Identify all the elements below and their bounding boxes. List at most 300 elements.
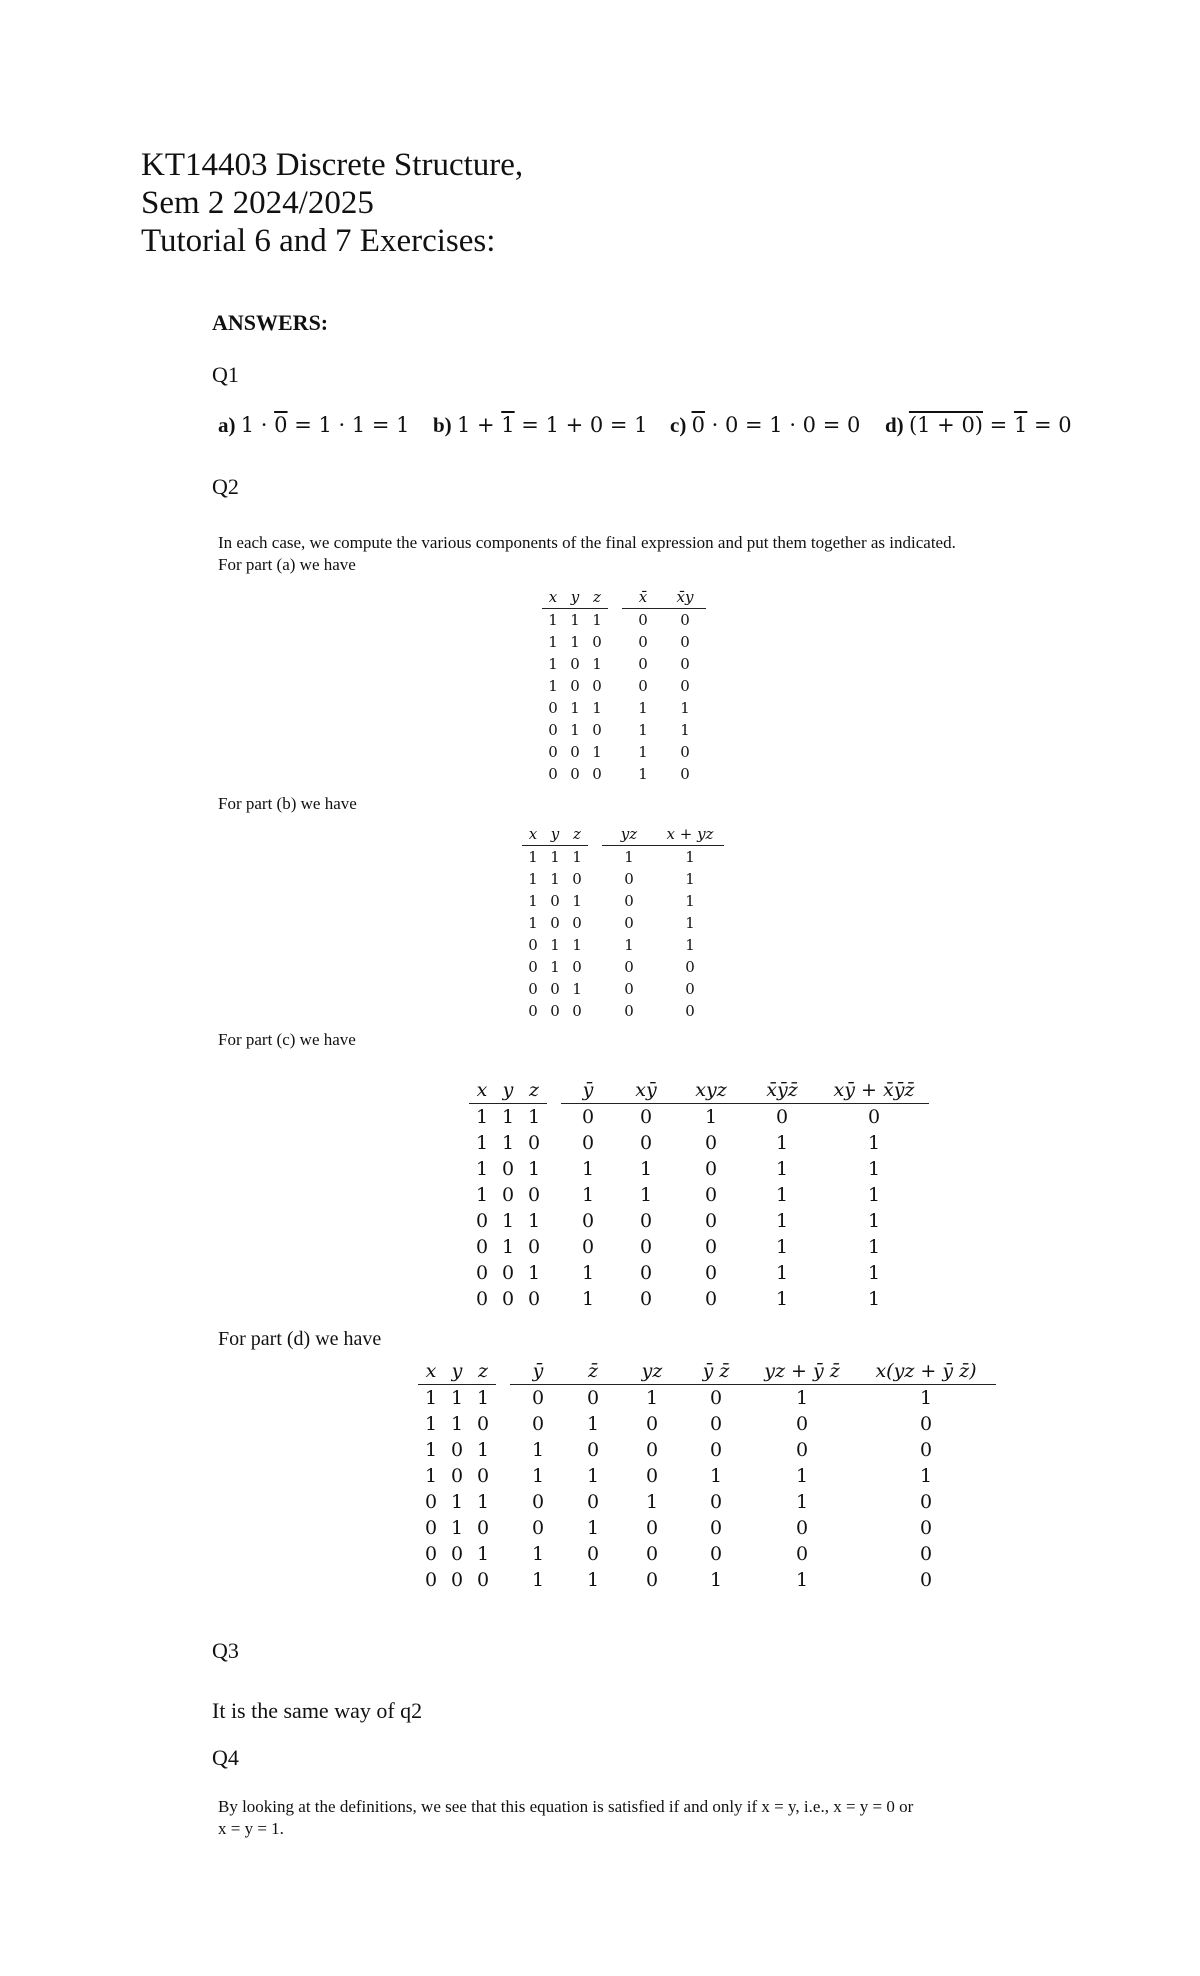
answers-heading: ANSWERS: xyxy=(212,310,329,335)
table-cell: 1 xyxy=(638,765,648,783)
q2-part-b-heading: For part (b) we have xyxy=(218,794,357,813)
table-row xyxy=(469,1104,929,1131)
table-cell: 1 xyxy=(867,1210,881,1232)
table-cell: 0 xyxy=(592,765,602,783)
table-d-header-8: x(yz + ȳ z̄) xyxy=(856,1358,996,1385)
table-cell: 0 xyxy=(624,892,634,910)
table-cell: 1 xyxy=(685,892,695,910)
table-cell: 1 xyxy=(475,1158,489,1180)
table-cell: 0 xyxy=(704,1262,718,1284)
table-cell: 0 xyxy=(704,1158,718,1180)
table-row xyxy=(469,1234,929,1260)
table-cell: 1 xyxy=(638,699,648,717)
table-cell: 0 xyxy=(531,1517,545,1539)
table-cell: 0 xyxy=(680,677,690,695)
table-cell: 1 xyxy=(531,1439,545,1461)
table-cell: 1 xyxy=(475,1184,489,1206)
table-cell: 1 xyxy=(450,1491,464,1513)
table-cell: 1 xyxy=(709,1569,723,1591)
table-cell: 0 xyxy=(639,1288,653,1310)
table-row xyxy=(418,1385,996,1412)
table-cell: 1 xyxy=(531,1569,545,1591)
table-cell: 0 xyxy=(475,1262,489,1284)
table-cell: 1 xyxy=(795,1387,809,1409)
table-cell: 0 xyxy=(550,980,560,998)
table-cell: 0 xyxy=(450,1465,464,1487)
table-cell: 0 xyxy=(592,721,602,739)
table-row xyxy=(469,1260,929,1286)
table-c-header-2: z xyxy=(521,1077,547,1104)
table-cell: 0 xyxy=(476,1517,490,1539)
table-cell: 1 xyxy=(476,1491,490,1513)
table-row xyxy=(418,1515,996,1541)
table-row xyxy=(418,1463,996,1489)
table-cell: 0 xyxy=(586,1439,600,1461)
table-row xyxy=(469,1286,929,1312)
table-row xyxy=(542,631,706,653)
table-cell: 1 xyxy=(550,958,560,976)
q1-part-c: c) 0 · 0 = 1 · 0 = 0 xyxy=(670,413,861,437)
table-d-header-3: ȳ xyxy=(510,1358,566,1385)
table-cell: 0 xyxy=(645,1569,659,1591)
table-cell: 1 xyxy=(795,1569,809,1591)
table-cell: 0 xyxy=(639,1210,653,1232)
table-c-header-6: x̄ȳz̄ xyxy=(745,1077,819,1104)
table-b-header-0: x xyxy=(522,823,544,846)
table-cell: 0 xyxy=(645,1413,659,1435)
table-cell: 1 xyxy=(581,1262,595,1284)
table-cell: 1 xyxy=(531,1465,545,1487)
table-cell: 0 xyxy=(528,958,538,976)
table-cell: 0 xyxy=(704,1236,718,1258)
table-cell: 0 xyxy=(475,1288,489,1310)
table-cell: 0 xyxy=(501,1184,515,1206)
table-cell: 1 xyxy=(550,936,560,954)
table-cell: 0 xyxy=(450,1439,464,1461)
table-cell: 1 xyxy=(592,699,602,717)
table-cell: 1 xyxy=(775,1236,789,1258)
table-cell: 0 xyxy=(624,914,634,932)
table-cell: 0 xyxy=(624,1002,634,1020)
table-cell: 0 xyxy=(570,677,580,695)
table-cell: 0 xyxy=(527,1236,541,1258)
table-cell: 0 xyxy=(685,980,695,998)
table-cell: 1 xyxy=(775,1158,789,1180)
table-row xyxy=(522,956,724,978)
table-cell: 1 xyxy=(501,1106,515,1128)
table-cell: 1 xyxy=(586,1517,600,1539)
table-cell: 1 xyxy=(550,848,560,866)
truth-table-b xyxy=(522,823,724,1022)
table-row xyxy=(542,741,706,763)
table-cell: 1 xyxy=(795,1491,809,1513)
table-cell: 0 xyxy=(475,1236,489,1258)
table-cell: 0 xyxy=(572,1002,582,1020)
table-cell: 0 xyxy=(680,633,690,651)
table-cell: 1 xyxy=(501,1236,515,1258)
table-cell: 1 xyxy=(570,721,580,739)
table-cell: 1 xyxy=(550,870,560,888)
table-cell: 0 xyxy=(624,980,634,998)
q2-part-c-heading: For part (c) we have xyxy=(218,1030,356,1049)
table-cell: 0 xyxy=(550,1002,560,1020)
table-cell: 0 xyxy=(476,1413,490,1435)
table-row xyxy=(469,1130,929,1156)
table-cell: 1 xyxy=(680,721,690,739)
table-cell: 0 xyxy=(709,1439,723,1461)
table-cell: 0 xyxy=(475,1210,489,1232)
document-title-line2: Sem 2 2024/2025 xyxy=(141,185,374,221)
table-cell: 0 xyxy=(550,914,560,932)
table-cell: 1 xyxy=(639,1158,653,1180)
table-cell: 0 xyxy=(501,1262,515,1284)
table-cell: 0 xyxy=(795,1413,809,1435)
table-cell: 1 xyxy=(624,848,634,866)
table-cell: 0 xyxy=(704,1210,718,1232)
table-cell: 0 xyxy=(528,1002,538,1020)
table-cell: 1 xyxy=(548,677,558,695)
table-cell: 1 xyxy=(424,1387,438,1409)
table-cell: 1 xyxy=(475,1132,489,1154)
table-row xyxy=(522,934,724,956)
table-cell: 1 xyxy=(586,1569,600,1591)
table-a-header-1: y xyxy=(564,586,586,609)
table-row xyxy=(522,846,724,869)
table-row xyxy=(542,653,706,675)
table-cell: 0 xyxy=(709,1517,723,1539)
table-cell: 1 xyxy=(919,1387,933,1409)
table-cell: 0 xyxy=(548,765,558,783)
table-cell: 1 xyxy=(450,1517,464,1539)
table-cell: 1 xyxy=(919,1465,933,1487)
table-cell: 1 xyxy=(775,1132,789,1154)
table-cell: 0 xyxy=(704,1184,718,1206)
table-row xyxy=(469,1182,929,1208)
q2-part-a-heading: For part (a) we have xyxy=(218,555,356,574)
table-cell: 1 xyxy=(709,1465,723,1487)
q4-answer xyxy=(218,1796,1078,1840)
table-a-header-4: x̄y xyxy=(664,586,706,609)
table-cell: 0 xyxy=(638,677,648,695)
table-cell: 1 xyxy=(867,1132,881,1154)
table-cell: 0 xyxy=(638,633,648,651)
table-cell: 0 xyxy=(586,1491,600,1513)
q1-part-d: d) (1 + 0) = 1 = 0 xyxy=(885,413,1072,437)
table-cell: 1 xyxy=(527,1210,541,1232)
table-cell: 0 xyxy=(586,1543,600,1565)
table-cell: 0 xyxy=(527,1184,541,1206)
q3-label: Q3 xyxy=(212,1638,239,1663)
table-cell: 0 xyxy=(685,1002,695,1020)
table-cell: 1 xyxy=(624,936,634,954)
table-cell: 1 xyxy=(527,1106,541,1128)
table-cell: 1 xyxy=(528,892,538,910)
table-row xyxy=(522,868,724,890)
table-cell: 1 xyxy=(645,1491,659,1513)
table-cell: 0 xyxy=(685,958,695,976)
table-b-header-1: y xyxy=(544,823,566,846)
table-cell: 1 xyxy=(476,1439,490,1461)
table-d-header-1: y xyxy=(444,1358,470,1385)
table-cell: 1 xyxy=(527,1262,541,1284)
truth-table-a xyxy=(542,586,706,785)
table-cell: 0 xyxy=(795,1439,809,1461)
table-cell: 1 xyxy=(528,914,538,932)
table-cell: 0 xyxy=(919,1491,933,1513)
q4-answer-line2: x = y = 1. xyxy=(218,1819,284,1838)
table-cell: 0 xyxy=(528,936,538,954)
table-row xyxy=(522,912,724,934)
table-cell: 0 xyxy=(919,1517,933,1539)
table-cell: 1 xyxy=(867,1236,881,1258)
table-cell: 1 xyxy=(501,1210,515,1232)
table-cell: 0 xyxy=(476,1465,490,1487)
table-cell: 1 xyxy=(548,611,558,629)
table-row xyxy=(469,1208,929,1234)
table-cell: 0 xyxy=(867,1106,881,1128)
table-cell: 1 xyxy=(795,1465,809,1487)
table-cell: 0 xyxy=(919,1439,933,1461)
table-cell: 0 xyxy=(919,1569,933,1591)
q1-label: Q1 xyxy=(212,362,239,387)
table-cell: 0 xyxy=(586,1387,600,1409)
table-cell: 1 xyxy=(570,611,580,629)
q3-answer: It is the same way of q2 xyxy=(212,1698,423,1723)
table-cell: 0 xyxy=(528,980,538,998)
table-cell: 1 xyxy=(531,1543,545,1565)
table-cell: 1 xyxy=(867,1288,881,1310)
table-cell: 1 xyxy=(475,1106,489,1128)
table-cell: 0 xyxy=(795,1517,809,1539)
table-cell: 1 xyxy=(638,721,648,739)
table-cell: 1 xyxy=(528,870,538,888)
q2-label: Q2 xyxy=(212,474,239,499)
table-cell: 1 xyxy=(476,1387,490,1409)
table-d-header-7: yz + ȳ z̄ xyxy=(748,1358,856,1385)
table-row xyxy=(542,719,706,741)
table-cell: 0 xyxy=(919,1543,933,1565)
table-cell: 1 xyxy=(570,633,580,651)
table-cell: 1 xyxy=(639,1184,653,1206)
table-cell: 1 xyxy=(581,1184,595,1206)
q1-part-b: b) 1 + 1 = 1 + 0 = 1 xyxy=(433,413,648,437)
table-cell: 1 xyxy=(581,1288,595,1310)
table-cell: 1 xyxy=(592,743,602,761)
table-cell: 0 xyxy=(450,1543,464,1565)
table-cell: 1 xyxy=(704,1106,718,1128)
table-d-header-4: z̄ xyxy=(566,1358,620,1385)
table-a-header-3: x̄ xyxy=(622,586,664,609)
table-row xyxy=(522,890,724,912)
table-cell: 1 xyxy=(685,936,695,954)
table-cell: 0 xyxy=(775,1106,789,1128)
table-cell: 0 xyxy=(919,1413,933,1435)
document-title-line3: Tutorial 6 and 7 Exercises: xyxy=(141,223,496,259)
table-cell: 0 xyxy=(581,1106,595,1128)
table-cell: 1 xyxy=(685,914,695,932)
table-cell: 0 xyxy=(424,1569,438,1591)
table-cell: 0 xyxy=(581,1236,595,1258)
table-cell: 1 xyxy=(775,1262,789,1284)
table-cell: 0 xyxy=(548,721,558,739)
table-cell: 0 xyxy=(645,1439,659,1461)
table-cell: 0 xyxy=(709,1491,723,1513)
table-cell: 0 xyxy=(704,1132,718,1154)
table-cell: 0 xyxy=(680,765,690,783)
table-row xyxy=(522,1000,724,1022)
table-row xyxy=(522,978,724,1000)
table-cell: 0 xyxy=(639,1236,653,1258)
table-cell: 1 xyxy=(867,1262,881,1284)
table-cell: 1 xyxy=(548,655,558,673)
table-cell: 0 xyxy=(680,743,690,761)
q1-part-a: a) 1 · 0 = 1 · 1 = 1 xyxy=(218,413,410,437)
table-cell: 1 xyxy=(476,1543,490,1565)
table-cell: 0 xyxy=(624,958,634,976)
table-cell: 1 xyxy=(450,1413,464,1435)
truth-table-c xyxy=(469,1077,929,1312)
table-cell: 1 xyxy=(424,1465,438,1487)
table-cell: 1 xyxy=(572,848,582,866)
table-cell: 1 xyxy=(592,611,602,629)
table-cell: 1 xyxy=(572,980,582,998)
table-cell: 0 xyxy=(592,633,602,651)
table-cell: 0 xyxy=(527,1288,541,1310)
table-b-header-4: x + yz xyxy=(656,823,724,846)
table-row xyxy=(542,763,706,785)
q2-intro xyxy=(218,532,1078,576)
table-cell: 0 xyxy=(709,1387,723,1409)
table-cell: 0 xyxy=(709,1413,723,1435)
table-cell: 1 xyxy=(680,699,690,717)
table-row xyxy=(418,1411,996,1437)
table-cell: 1 xyxy=(638,743,648,761)
truth-table-d xyxy=(418,1358,996,1593)
table-cell: 0 xyxy=(639,1132,653,1154)
table-cell: 0 xyxy=(450,1569,464,1591)
table-c-header-0: x xyxy=(469,1077,495,1104)
table-cell: 0 xyxy=(581,1132,595,1154)
table-cell: 0 xyxy=(548,743,558,761)
table-cell: 0 xyxy=(570,765,580,783)
q4-label: Q4 xyxy=(212,1745,239,1770)
table-cell: 1 xyxy=(572,936,582,954)
table-cell: 0 xyxy=(531,1491,545,1513)
table-cell: 0 xyxy=(572,870,582,888)
table-c-header-5: xyz xyxy=(677,1077,745,1104)
table-d-header-6: ȳ z̄ xyxy=(684,1358,748,1385)
table-cell: 1 xyxy=(586,1413,600,1435)
table-row xyxy=(542,697,706,719)
table-c-header-3: ȳ xyxy=(561,1077,615,1104)
table-cell: 1 xyxy=(501,1132,515,1154)
table-cell: 0 xyxy=(572,958,582,976)
table-cell: 0 xyxy=(680,611,690,629)
table-cell: 0 xyxy=(709,1543,723,1565)
q2-part-d-heading: For part (d) we have xyxy=(218,1328,382,1350)
table-cell: 1 xyxy=(586,1465,600,1487)
table-a-header-0: x xyxy=(542,586,564,609)
table-row xyxy=(542,675,706,697)
table-d-header-2: z xyxy=(470,1358,496,1385)
document-title-line1: KT14403 Discrete Structure, xyxy=(141,147,524,183)
table-cell: 1 xyxy=(548,633,558,651)
table-cell: 0 xyxy=(645,1517,659,1539)
q4-answer-line1: By looking at the definitions, we see that this equation is satisfied if and only if x = y, i.e., x = y = 0 or xyxy=(218,1797,914,1816)
table-cell: 1 xyxy=(867,1184,881,1206)
table-row xyxy=(418,1567,996,1593)
table-row xyxy=(469,1156,929,1182)
table-b-header-2: z xyxy=(566,823,588,846)
table-row xyxy=(418,1489,996,1515)
table-cell: 0 xyxy=(639,1262,653,1284)
table-cell: 0 xyxy=(639,1106,653,1128)
table-cell: 0 xyxy=(638,655,648,673)
table-row xyxy=(418,1437,996,1463)
table-c-header-4: xȳ xyxy=(615,1077,677,1104)
table-cell: 0 xyxy=(592,677,602,695)
table-cell: 0 xyxy=(581,1210,595,1232)
table-cell: 1 xyxy=(527,1158,541,1180)
table-cell: 0 xyxy=(531,1413,545,1435)
table-cell: 0 xyxy=(795,1543,809,1565)
table-cell: 0 xyxy=(531,1387,545,1409)
table-cell: 0 xyxy=(550,892,560,910)
q2-intro-line1: In each case, we compute the various components of the final expression and put them together as indicated. xyxy=(218,533,956,552)
table-cell: 0 xyxy=(548,699,558,717)
table-cell: 0 xyxy=(624,870,634,888)
table-d-header-5: yz xyxy=(620,1358,684,1385)
table-cell: 0 xyxy=(424,1543,438,1565)
table-b-header-3: yz xyxy=(602,823,656,846)
table-row xyxy=(542,609,706,632)
table-cell: 0 xyxy=(638,611,648,629)
table-cell: 1 xyxy=(775,1288,789,1310)
table-cell: 0 xyxy=(424,1491,438,1513)
table-cell: 0 xyxy=(572,914,582,932)
table-a-header-2: z xyxy=(586,586,608,609)
table-cell: 0 xyxy=(424,1517,438,1539)
table-cell: 0 xyxy=(645,1465,659,1487)
table-cell: 0 xyxy=(645,1543,659,1565)
table-cell: 0 xyxy=(680,655,690,673)
table-cell: 1 xyxy=(528,848,538,866)
table-cell: 0 xyxy=(570,743,580,761)
table-cell: 0 xyxy=(570,655,580,673)
table-cell: 1 xyxy=(867,1158,881,1180)
table-cell: 1 xyxy=(685,848,695,866)
table-cell: 1 xyxy=(685,870,695,888)
table-cell: 1 xyxy=(572,892,582,910)
table-cell: 1 xyxy=(592,655,602,673)
table-cell: 1 xyxy=(424,1439,438,1461)
table-c-header-1: y xyxy=(495,1077,521,1104)
table-row xyxy=(418,1541,996,1567)
table-d-header-0: x xyxy=(418,1358,444,1385)
table-cell: 0 xyxy=(501,1158,515,1180)
table-cell: 1 xyxy=(424,1413,438,1435)
table-cell: 0 xyxy=(527,1132,541,1154)
table-c-header-7: xȳ + x̄ȳz̄ xyxy=(819,1077,929,1104)
table-cell: 1 xyxy=(775,1210,789,1232)
table-cell: 1 xyxy=(581,1158,595,1180)
table-cell: 0 xyxy=(501,1288,515,1310)
table-cell: 1 xyxy=(570,699,580,717)
table-cell: 1 xyxy=(645,1387,659,1409)
table-cell: 1 xyxy=(775,1184,789,1206)
table-cell: 1 xyxy=(450,1387,464,1409)
table-cell: 0 xyxy=(476,1569,490,1591)
